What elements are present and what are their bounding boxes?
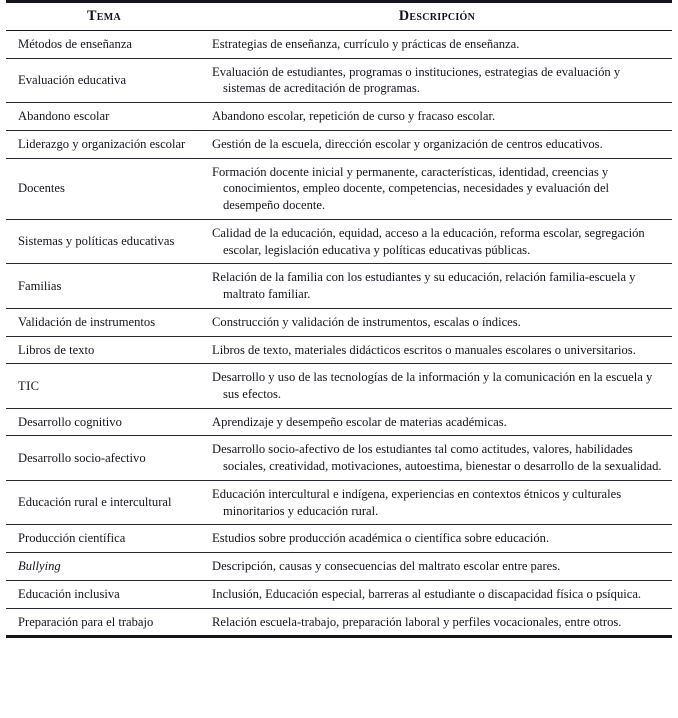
cell-descripcion <box>202 264 672 308</box>
descripcion-text: Relación escuela-trabajo, preparación laboral y perfiles vocacionales, entre otros. <box>212 614 622 629</box>
table-row <box>6 336 672 364</box>
cell-tema <box>6 580 202 608</box>
table-header <box>6 2 672 31</box>
cell-descripcion <box>202 58 672 102</box>
column-header-tema: Tema <box>6 2 202 31</box>
descripcion-text: Descripción, causas y consecuencias del maltrato escolar entre pares. <box>212 559 561 574</box>
table-row <box>6 408 672 436</box>
descripcion-text: Formación docente inicial y permanente, características, identidad, creencias y conocimientos, empleo docente, competencias, necesidades y evaluación del desempeño docente. <box>212 164 610 213</box>
descripcion-text: Educación intercultural e indígena, experiencias en contextos étnicos y culturales minoritarios y educación rural. <box>212 486 622 518</box>
tema-label: Desarrollo socio-afectivo <box>18 450 146 465</box>
cell-tema <box>6 31 202 59</box>
table-row <box>6 553 672 581</box>
tema-label: Preparación para el trabajo <box>18 614 154 629</box>
cell-tema <box>6 130 202 158</box>
cell-tema <box>6 103 202 131</box>
cell-descripcion <box>202 219 672 263</box>
column-header-descripcion: Descripción <box>202 2 672 31</box>
tema-label: Desarrollo cognitivo <box>18 414 122 429</box>
descripcion-text: Gestión de la escuela, dirección escolar y organización de centros educativos. <box>212 136 603 151</box>
tema-label: Sistemas y políticas educativas <box>18 234 175 249</box>
cell-tema <box>6 336 202 364</box>
cell-tema <box>6 436 202 480</box>
table-row <box>6 103 672 131</box>
descripcion-text: Relación de la familia con los estudiantes y su educación, relación familia-escuela y maltrato familiar. <box>212 270 636 302</box>
cell-descripcion <box>202 553 672 581</box>
cell-tema <box>6 219 202 263</box>
themes-table <box>6 0 672 638</box>
cell-tema <box>6 408 202 436</box>
cell-tema <box>6 158 202 219</box>
cell-descripcion <box>202 408 672 436</box>
cell-descripcion <box>202 364 672 408</box>
cell-descripcion <box>202 525 672 553</box>
cell-descripcion <box>202 336 672 364</box>
descripcion-text: Desarrollo y uso de las tecnologías de la información y la comunicación en la escuela y sus efectos. <box>212 370 653 402</box>
table-row <box>6 58 672 102</box>
cell-descripcion <box>202 580 672 608</box>
tema-label: Métodos de enseñanza <box>18 37 133 51</box>
table-body <box>6 31 672 637</box>
cell-descripcion <box>202 608 672 637</box>
table-row <box>6 364 672 408</box>
tema-label: Liderazgo y organización escolar <box>18 136 186 151</box>
table-row <box>6 480 672 524</box>
cell-descripcion <box>202 103 672 131</box>
table-row <box>6 308 672 336</box>
cell-tema <box>6 553 202 581</box>
cell-descripcion <box>202 158 672 219</box>
cell-tema <box>6 525 202 553</box>
cell-descripcion <box>202 436 672 480</box>
descripcion-text: Calidad de la educación, equidad, acceso a la educación, reforma escolar, segregación escolar, legislación educativa y políticas educativas públicas. <box>212 225 645 257</box>
descripcion-text: Estrategias de enseñanza, currículo y prácticas de enseñanza. <box>212 37 520 51</box>
descripcion-text: Estudios sobre producción académica o científica sobre educación. <box>212 531 550 546</box>
tema-label: Familias <box>18 278 62 293</box>
table-row <box>6 580 672 608</box>
tema-label: Educación rural e intercultural <box>18 495 172 510</box>
descripcion-text: Desarrollo socio-afectivo de los estudiantes tal como actitudes, valores, habilidades sociales, creatividad, motivaciones, autoestima, bienestar o desarrollo de la sexualidad. <box>212 442 662 474</box>
table-row <box>6 264 672 308</box>
cell-tema <box>6 480 202 524</box>
cell-descripcion <box>202 130 672 158</box>
header-row <box>6 2 672 31</box>
table-row <box>6 436 672 480</box>
table-row <box>6 130 672 158</box>
descripcion-text: Aprendizaje y desempeño escolar de materias académicas. <box>212 414 507 429</box>
descripcion-text: Inclusión, Educación especial, barreras al estudiante o discapacidad física o psíquica. <box>212 586 642 601</box>
descripcion-text: Libros de texto, materiales didácticos escritos o manuales escolares o universitarios. <box>212 342 636 357</box>
table-row <box>6 219 672 263</box>
tema-label: Evaluación educativa <box>18 73 127 88</box>
tema-label: Libros de texto <box>18 342 95 357</box>
table-row <box>6 608 672 637</box>
table-row <box>6 31 672 59</box>
tema-label: TIC <box>18 378 40 393</box>
cell-tema <box>6 364 202 408</box>
cell-tema <box>6 608 202 637</box>
tema-label: Validación de instrumentos <box>18 314 156 329</box>
cell-descripcion <box>202 31 672 59</box>
tema-label: Docentes <box>18 181 65 196</box>
descripcion-text: Abandono escolar, repetición de curso y fracaso escolar. <box>212 109 496 124</box>
descripcion-text: Evaluación de estudiantes, programas o instituciones, estrategias de evaluación y sistemas de acreditación de programas. <box>212 64 621 96</box>
cell-descripcion <box>202 480 672 524</box>
cell-tema <box>6 58 202 102</box>
tema-label: Producción científica <box>18 531 126 546</box>
cell-tema <box>6 308 202 336</box>
cell-descripcion <box>202 308 672 336</box>
cell-tema <box>6 264 202 308</box>
table-row <box>6 525 672 553</box>
table-row <box>6 158 672 219</box>
tema-label: Educación inclusiva <box>18 586 120 601</box>
tema-label: Bullying <box>18 559 61 574</box>
tema-label: Abandono escolar <box>18 109 110 124</box>
descripcion-text: Construcción y validación de instrumentos, escalas o índices. <box>212 314 521 329</box>
